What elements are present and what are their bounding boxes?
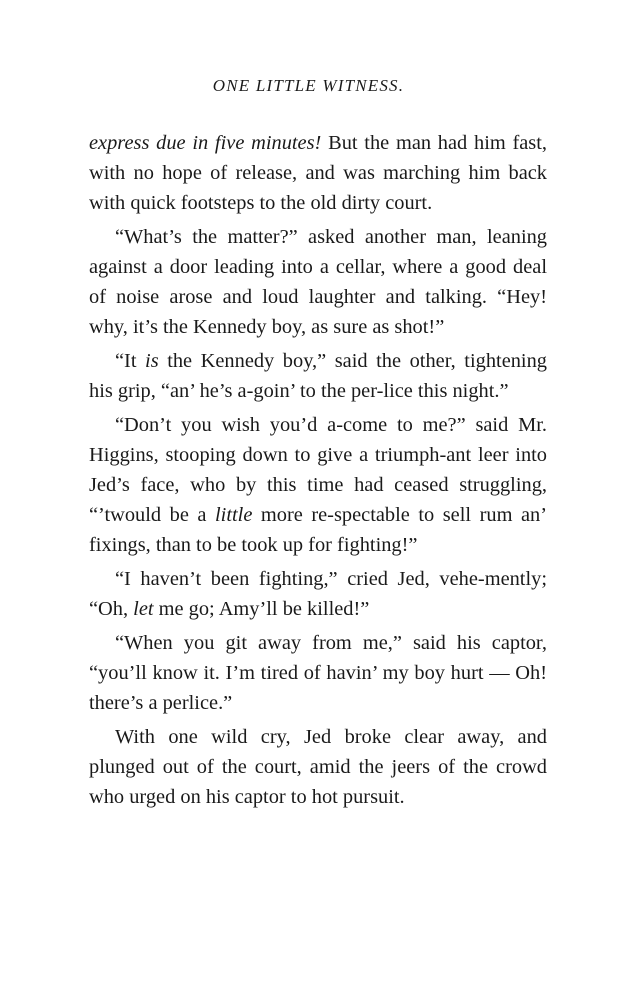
paragraph bbox=[89, 628, 547, 718]
body-text bbox=[89, 128, 547, 816]
text-run: “Don’t you wish you’d a-come to me?” said Mr. Higgins, stooping down to give a triumph-ant leer into Jed’s face, who by this time had ceased struggling, “’twould be a bbox=[89, 414, 547, 526]
running-head: ONE LITTLE WITNESS. bbox=[212, 76, 405, 95]
text-run: “What’s the matter?” asked another man, leaning against a door leading into a cellar, where a good deal of noise arose and loud laughter and talking. “Hey! why, it’s the Kennedy boy, as sure as shot!” bbox=[89, 226, 547, 338]
text-run: “I haven’t been fighting,” cried Jed, vehe-mently; “Oh, bbox=[89, 568, 547, 620]
text-run: me go; Amy’ll be killed!” bbox=[153, 598, 370, 620]
text-run: “It bbox=[115, 350, 146, 372]
paragraph bbox=[89, 222, 547, 342]
text-run: “When you git away from me,” said his captor, “you’ll know it. I’m tired of havin’ my boy hurt — Oh! there’s a perlice.” bbox=[89, 632, 547, 714]
text-run: With one wild cry, Jed broke clear away, and plunged out of the court, amid the jeers of the crowd who urged on his captor to hot pursuit. bbox=[89, 726, 547, 808]
italic-text: let bbox=[133, 598, 154, 620]
paragraph bbox=[89, 564, 547, 624]
italic-text: is bbox=[145, 350, 159, 372]
paragraph bbox=[89, 410, 547, 560]
italic-text: express due in five minutes! bbox=[89, 132, 322, 154]
paragraph bbox=[89, 128, 547, 218]
text-run: But the man had him fast, with no hope of release, and was marching him back with quick footsteps to the old dirty court. bbox=[89, 132, 547, 214]
text-run: more re-spectable to sell rum an’ fixings, than to be took up for fighting!” bbox=[89, 504, 548, 556]
italic-text: little bbox=[215, 504, 253, 526]
paragraph bbox=[89, 722, 547, 812]
text-run: the Kennedy boy,” said the other, tightening his grip, “an’ he’s a-goin’ to the per-lice this night.” bbox=[89, 350, 547, 402]
paragraph bbox=[89, 346, 547, 406]
